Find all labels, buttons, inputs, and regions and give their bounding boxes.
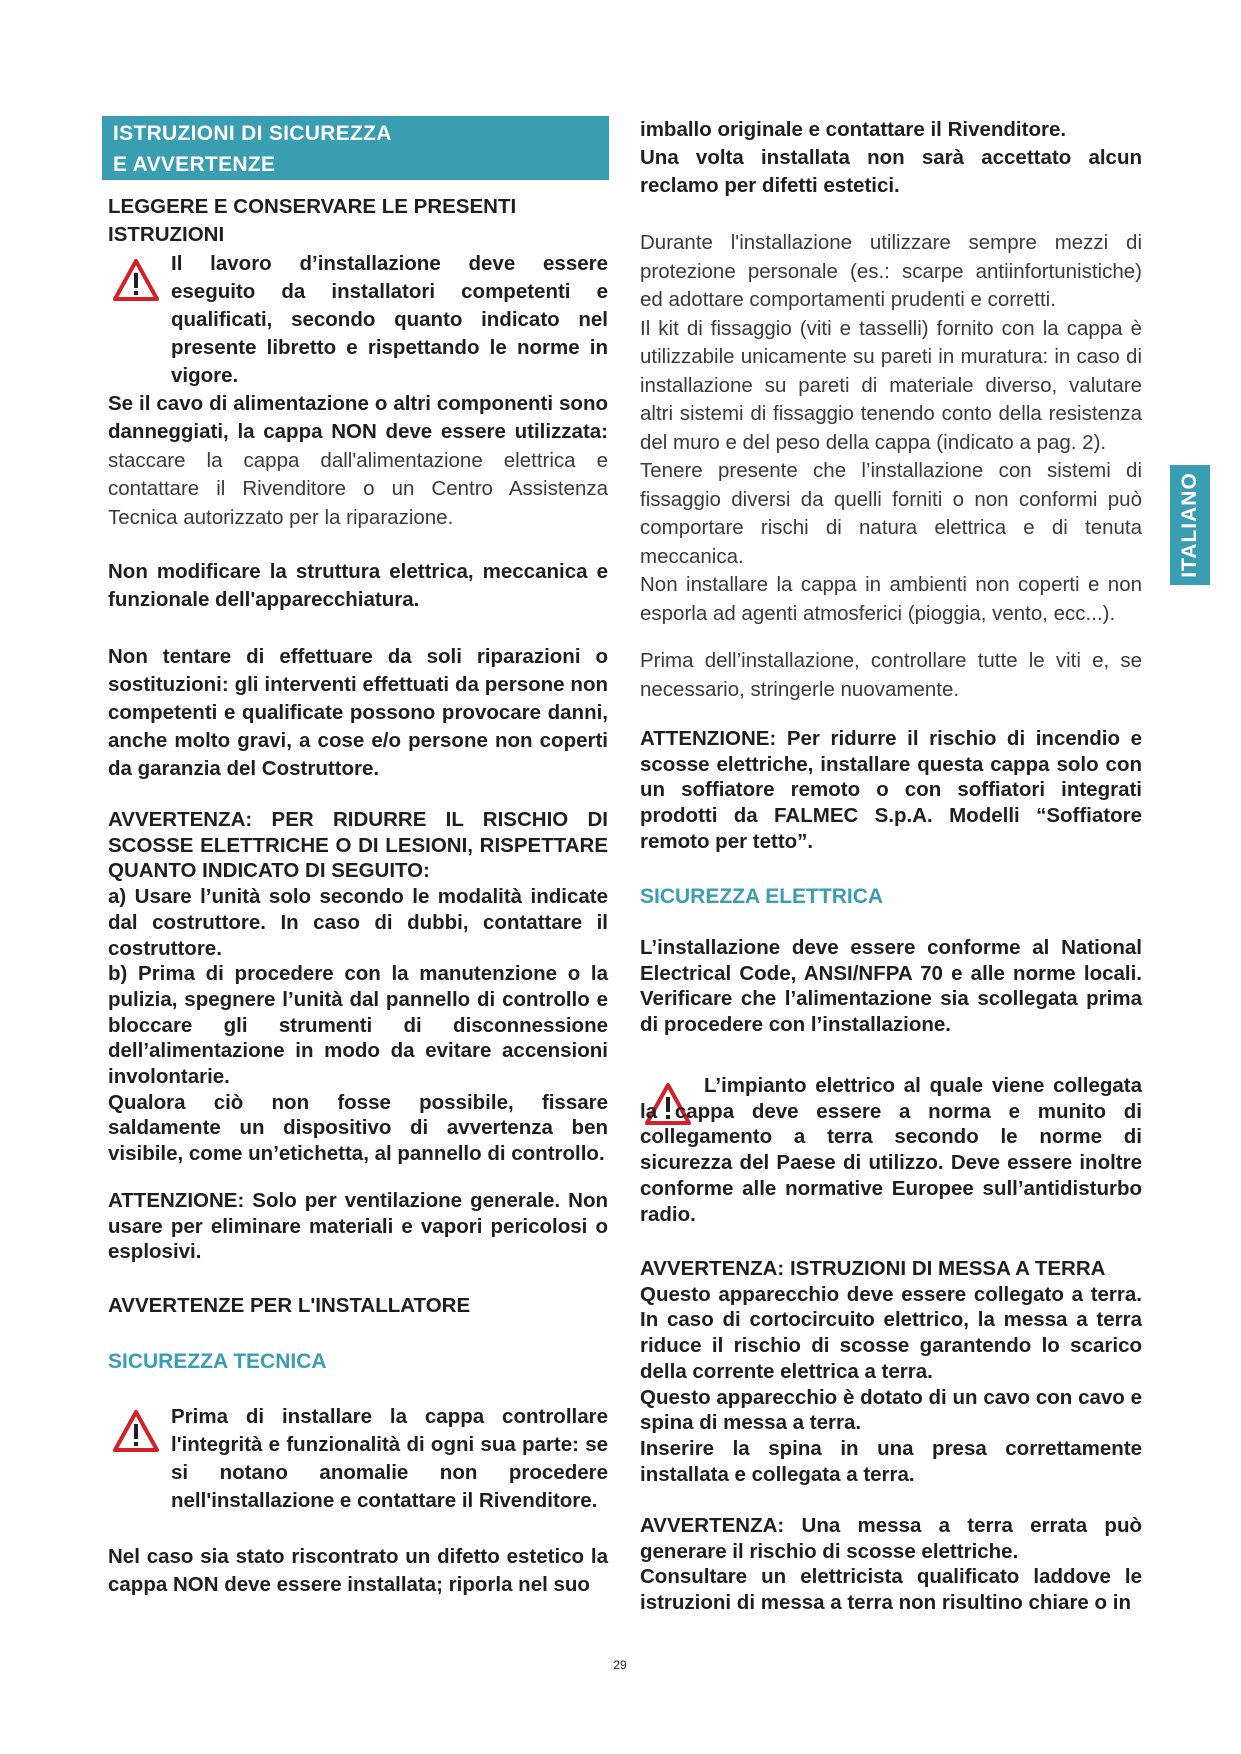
imballo-block [640,116,1142,200]
title-line-2: E AVVERTENZE [113,153,276,176]
attenzione-ventilazione: ATTENZIONE: Solo per ventilazione generale. Non usare per eliminare materiali e vapori pericolosi o esplosivi. [108,1189,608,1264]
messa-terra-text-2: Questo apparecchio è dotato di un cavo con cavo e spina di messa a terra. [640,1385,1142,1435]
title-line-1: ISTRUZIONI DI SICUREZZA [113,122,392,145]
section-title-band [102,116,609,180]
avvertenza-item-b-extra: Qualora ciò non fosse possibile, fissare saldamente un dispositivo di avvertenza ben visibile, come un’etichetta, al pannello di controllo. [108,1090,608,1166]
avvertenza-block [108,807,608,1167]
avvertenza-item-b: b) Prima di procedere con la manutenzione o la pulizia, spegnere l’unità dal pannello di controllo e bloccare gli strumenti di disconnessione dell’alimentazione in modo da evitare accensioni involontarie. [108,962,608,1089]
kit-fissaggio-text: Il kit di fissaggio (viti e tasselli) fornito con la cappa è utilizzabile unicamente su pareti in muratura: in caso di installazione su pareti di materiale diverso, valutare altri sistemi di fissaggio tenendo conto della resistenza del muro e del peso della cappa (indicato a pag. 2). [640,316,1142,454]
warning-installers: Il lavoro d’installazione deve essere eseguito da installatori competenti e qualificati, secondo quanto indicato nel presente libretto e rispettando le norme in vigore. [171,252,608,387]
elettricista-text: Consultare un elettricista qualificato laddove le istruzioni di messa a terra non risultino chiare o in [640,1565,1142,1615]
damaged-cable-bold: Se il cavo di alimentazione o altri componenti sono danneggiati, la cappa NON deve essere utilizzata: [108,392,608,443]
controllo-viti-text: Prima dell’installazione, controllare tutte le viti e, se necessario, stringerle nuovamente. [640,649,1142,701]
language-side-tab [1170,465,1210,585]
avvertenza-heading: AVVERTENZA: PER RIDURRE IL RISCHIO DI SCOSSE ELETTRICHE O DI LESIONI, RISPETTARE QUANTO INDICATO DI SEGUITO: [108,808,608,883]
errata-terra-text: AVVERTENZA: Una messa a terra errata può generare il rischio di scosse elettriche. [640,1514,1142,1563]
protezione-text: Durante l'installazione utilizzare sempre mezzi di protezione personale (es.: scarpe antiinfortunistiche) ed adottare comportamenti prudenti e corretti. [640,231,1142,311]
attenzione-soffiatore: ATTENZIONE: Per ridurre il rischio di incendio e scosse elettriche, installare questa cappa solo con un soffiatore remoto o con soffiatori integrati prodotti da FALMEC S.p.A. Modelli “Soffiatore remoto per tetto”. [640,727,1142,853]
reclamo-text: Una volta installata non sarà accettato alcun reclamo per difetti estetici. [640,146,1142,197]
warning-triangle-icon [112,258,160,302]
imballo-text: imballo originale e contattare il Rivenditore. [640,118,1067,141]
no-modify-notice: Non modificare la struttura elettrica, meccanica e funzionale dell'apparecchiatura. [108,560,608,611]
avvertenza-item-a: a) Usare l’unità solo secondo le modalità indicate dal costruttore. In caso di dubbi, contattare il costruttore. [108,885,608,960]
warning-check-integrity: Prima di installare la cappa controllare l'integrità e funzionalità di ogni sua parte: se si notano anomalie non procedere nell'installazione e contattare il Rivenditore. [171,1405,608,1512]
non-coperti-text: Non installare la cappa in ambienti non coperti e non esporla ad agenti atmosferici (pioggia, vento, ecc...). [640,573,1142,625]
messa-terra-heading: AVVERTENZA: ISTRUZIONI DI MESSA A TERRA [640,1257,1106,1280]
damaged-cable-text: staccare la cappa dall'alimentazione elettrica e contattare il Rivenditore o un Centro Assistenza Tecnica autorizzato per la riparazione. [108,448,608,529]
subtitle: LEGGERE E CONSERVARE LE PRESENTI ISTRUZIONI [108,195,517,246]
language-label: ITALIANO [1178,472,1201,578]
installer-heading: AVVERTENZE PER L'INSTALLATORE [108,1294,471,1317]
section-sicurezza-elettrica: SICUREZZA ELETTRICA [640,885,884,908]
page-number: 29 [613,1658,627,1672]
no-repairs-notice: Non tentare di effettuare da soli riparazioni o sostituzioni: gli interventi effettuati da persone non competenti e qualificate possono provocare danni, anche molto gravi, a cose e/o persone non coperti da garanzia del Costruttore. [108,645,608,780]
messa-terra-block [640,1256,1142,1487]
sistemi-diversi-text: Tenere presente che l’installazione con sistemi di fissaggio diversi da quelli forniti o non conformi può comportare rischi di natura elettrica e di tenuta meccanica. [640,459,1142,568]
messa-terra-text-3: Inserire la spina in una presa correttamente installata e collegata a terra. [640,1436,1142,1486]
conformita-text: L’installazione deve essere conforme al National Electrical Code, ANSI/NFPA 70 e alle norme locali. Verificare che l’alimentazione sia scollegata prima di procedere con l’installazione. [640,936,1142,1037]
messa-terra-text-1: Questo apparecchio deve essere collegato a terra. In caso di cortocircuito elettrico, la messa a terra riduce il rischio di scosse garantendo lo scarico della corrente elettrica a terra. [640,1282,1142,1383]
impianto-warning: L’impianto elettrico al quale viene collegata la cappa deve essere a norma e munito di collegamento a terra secondo le norme di sicurezza del Paese di utilizzo. Deve essere inoltre conforme alle normative Europee sull’antidisturbo radio. [640,1074,1142,1226]
section-sicurezza-tecnica: SICUREZZA TECNICA [108,1350,327,1373]
difetto-estetico: Nel caso sia stato riscontrato un difetto estetico la cappa NON deve essere installata; riporla nel suo [108,1545,608,1596]
damaged-cable-warning [108,390,608,532]
errata-terra-block [640,1513,1142,1616]
warning-triangle-icon [112,1409,160,1453]
installation-light-block [640,229,1142,628]
